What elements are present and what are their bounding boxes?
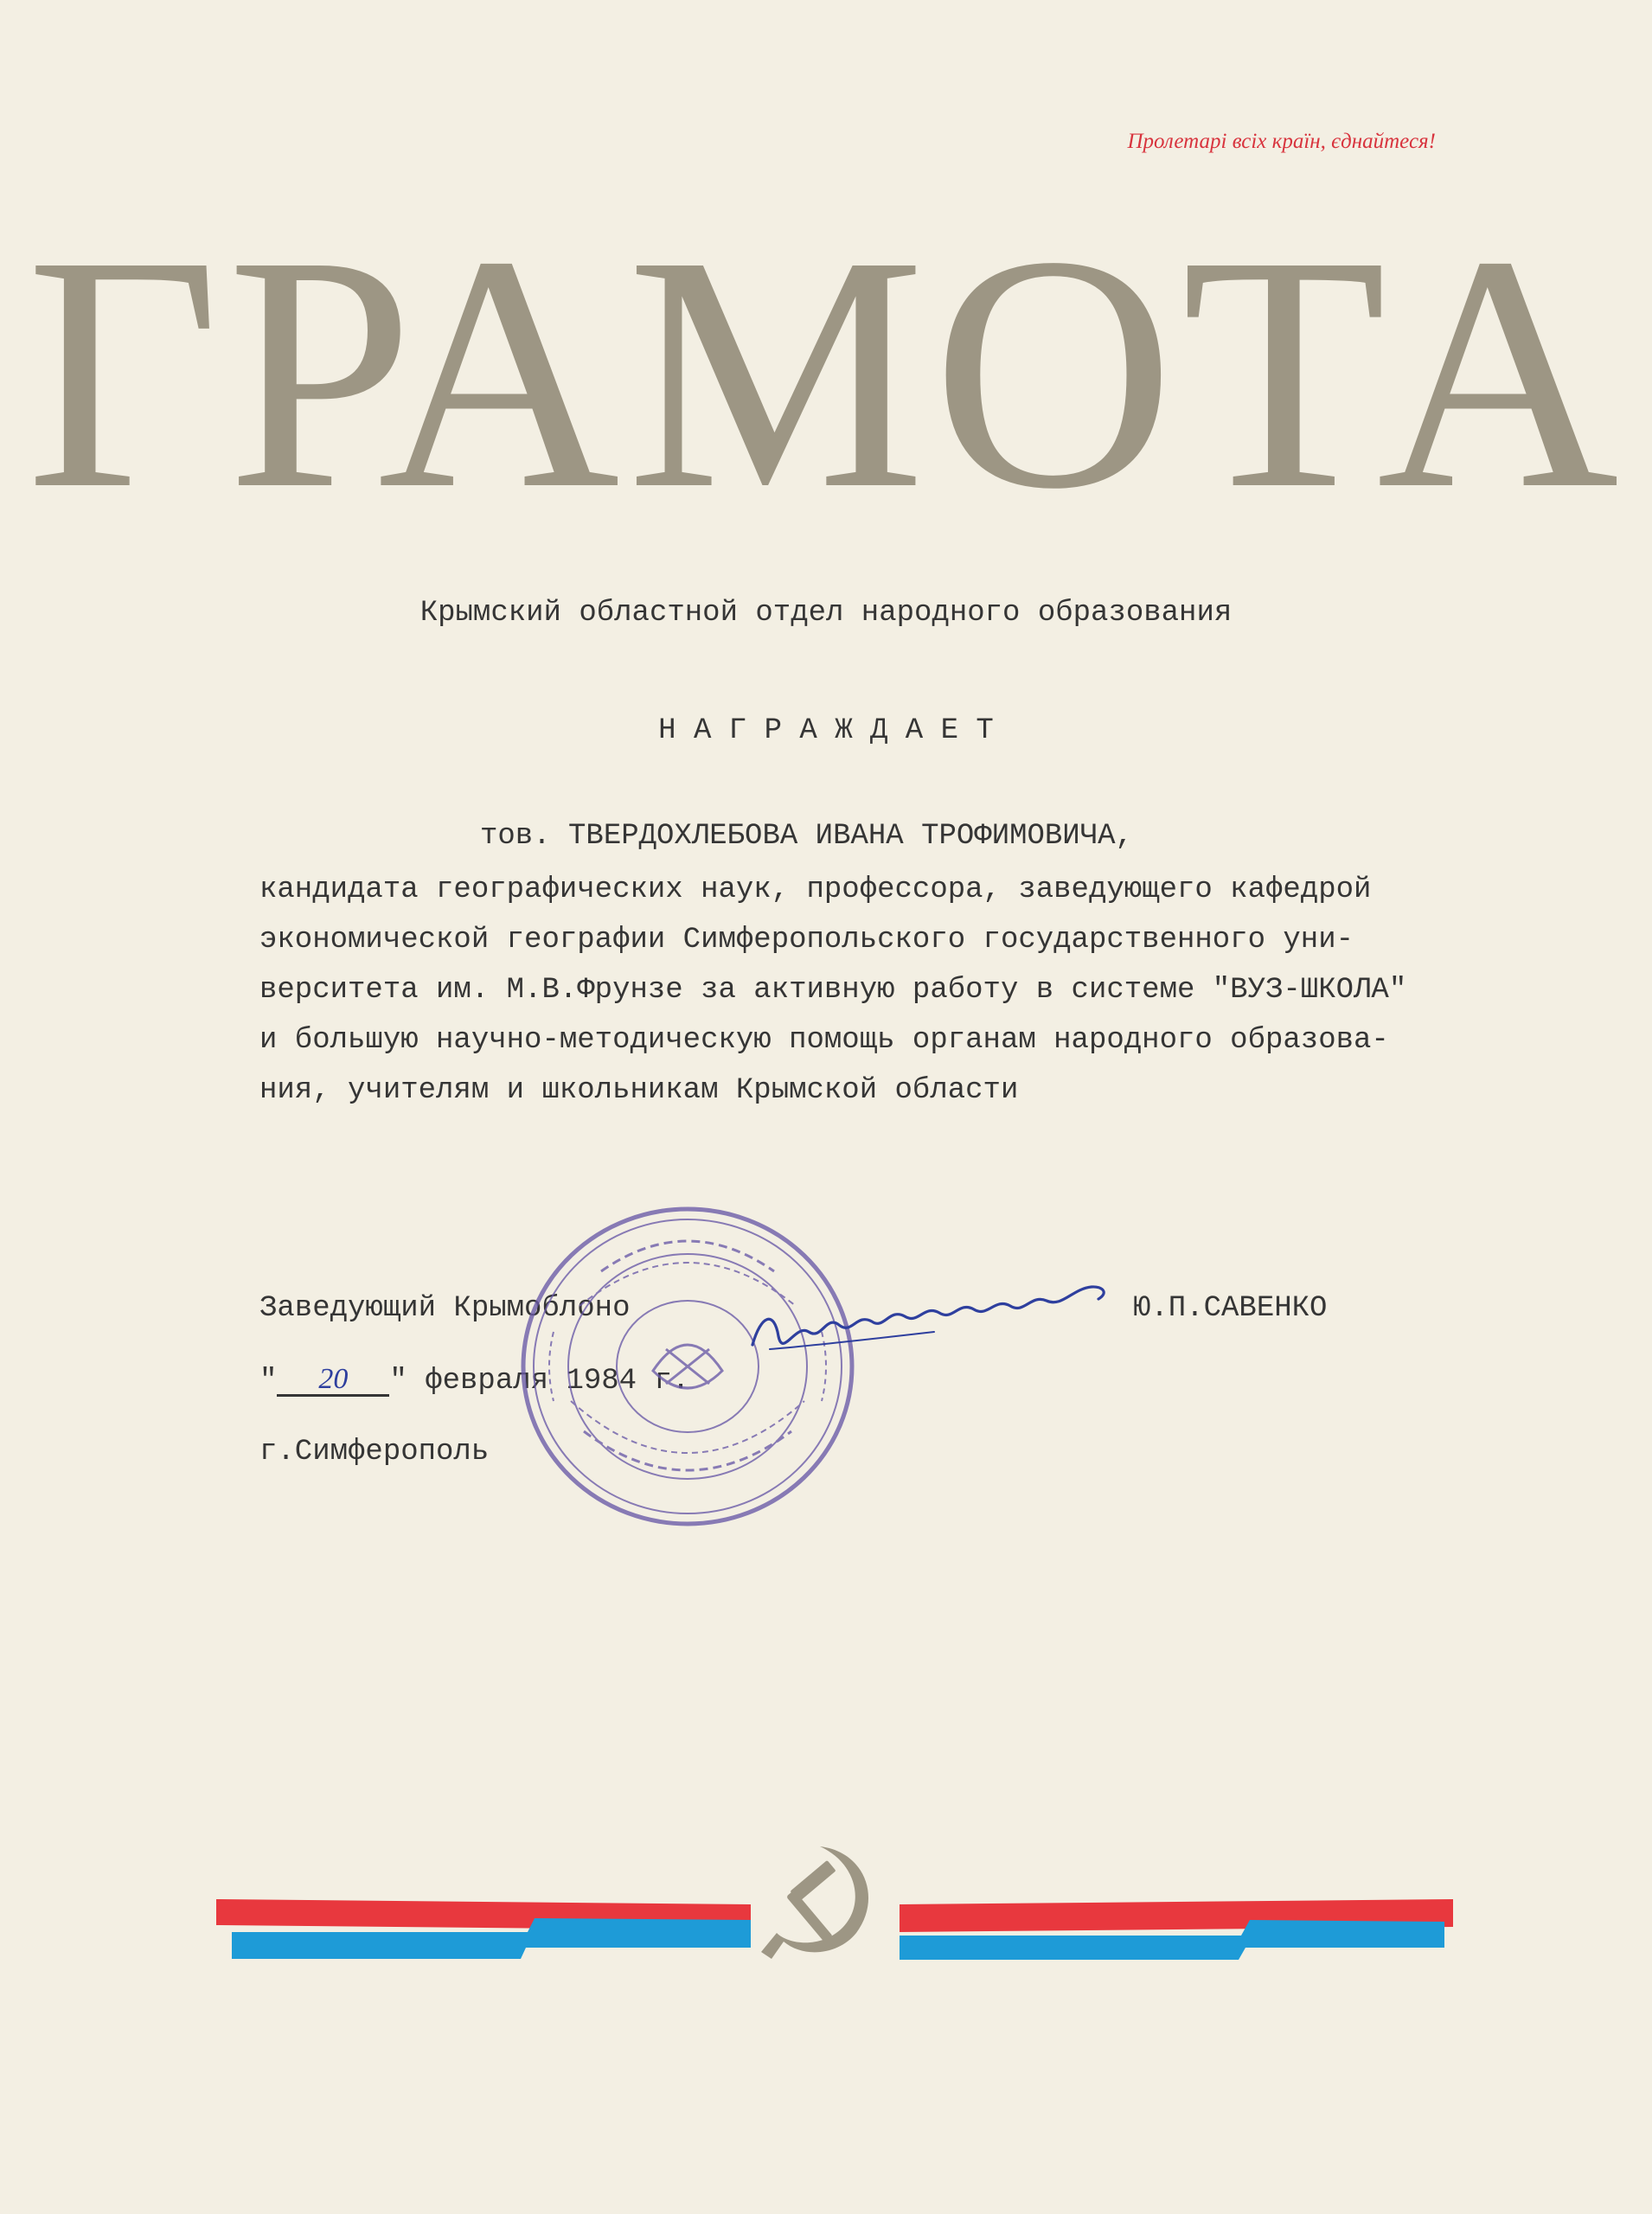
issuer-line: Крымский областной отдел народного образования (419, 597, 1233, 630)
official-stamp (502, 1193, 874, 1539)
hammer-and-sickle-icon (752, 1838, 891, 1976)
date-day-handwritten: 20 (277, 1365, 389, 1397)
date-rest: " февраля 1984 г. (389, 1365, 690, 1398)
recipient-name: тов. ТВЕРДОХЛЕБОВА ИВАНА ТРОФИМОВИЧА, (480, 820, 1133, 853)
slogan: Пролетарі всіх країн, єднайтеся! (1127, 130, 1436, 153)
body-line-1: кандидата географических наук, профессора, заведующего кафедрой (259, 873, 1372, 906)
certificate-title: ГРАМОТА (26, 186, 1626, 558)
body-line-3: верситета им. М.В.Фрунзе за активную работу в системе "ВУЗ-ШКОЛА" (259, 974, 1407, 1007)
signatory-position: Заведующий Крымоблоно (259, 1292, 631, 1325)
signatory-name: Ю.П.САВЕНКО (1133, 1292, 1328, 1325)
issue-place: г.Симферополь (259, 1436, 490, 1469)
body-line-4: и большую научно-методическую помощь органам народного образова- (259, 1024, 1389, 1057)
award-verb: Н А Г Р А Ж Д А Е Т (658, 714, 994, 747)
date-open-quote: " (259, 1365, 278, 1398)
handwritten-signature (735, 1263, 1124, 1366)
body-line-5: ния, учителям и школьникам Крымской области (259, 1074, 1019, 1107)
body-line-2: экономической географии Симферопольского государственного уни- (259, 924, 1354, 957)
